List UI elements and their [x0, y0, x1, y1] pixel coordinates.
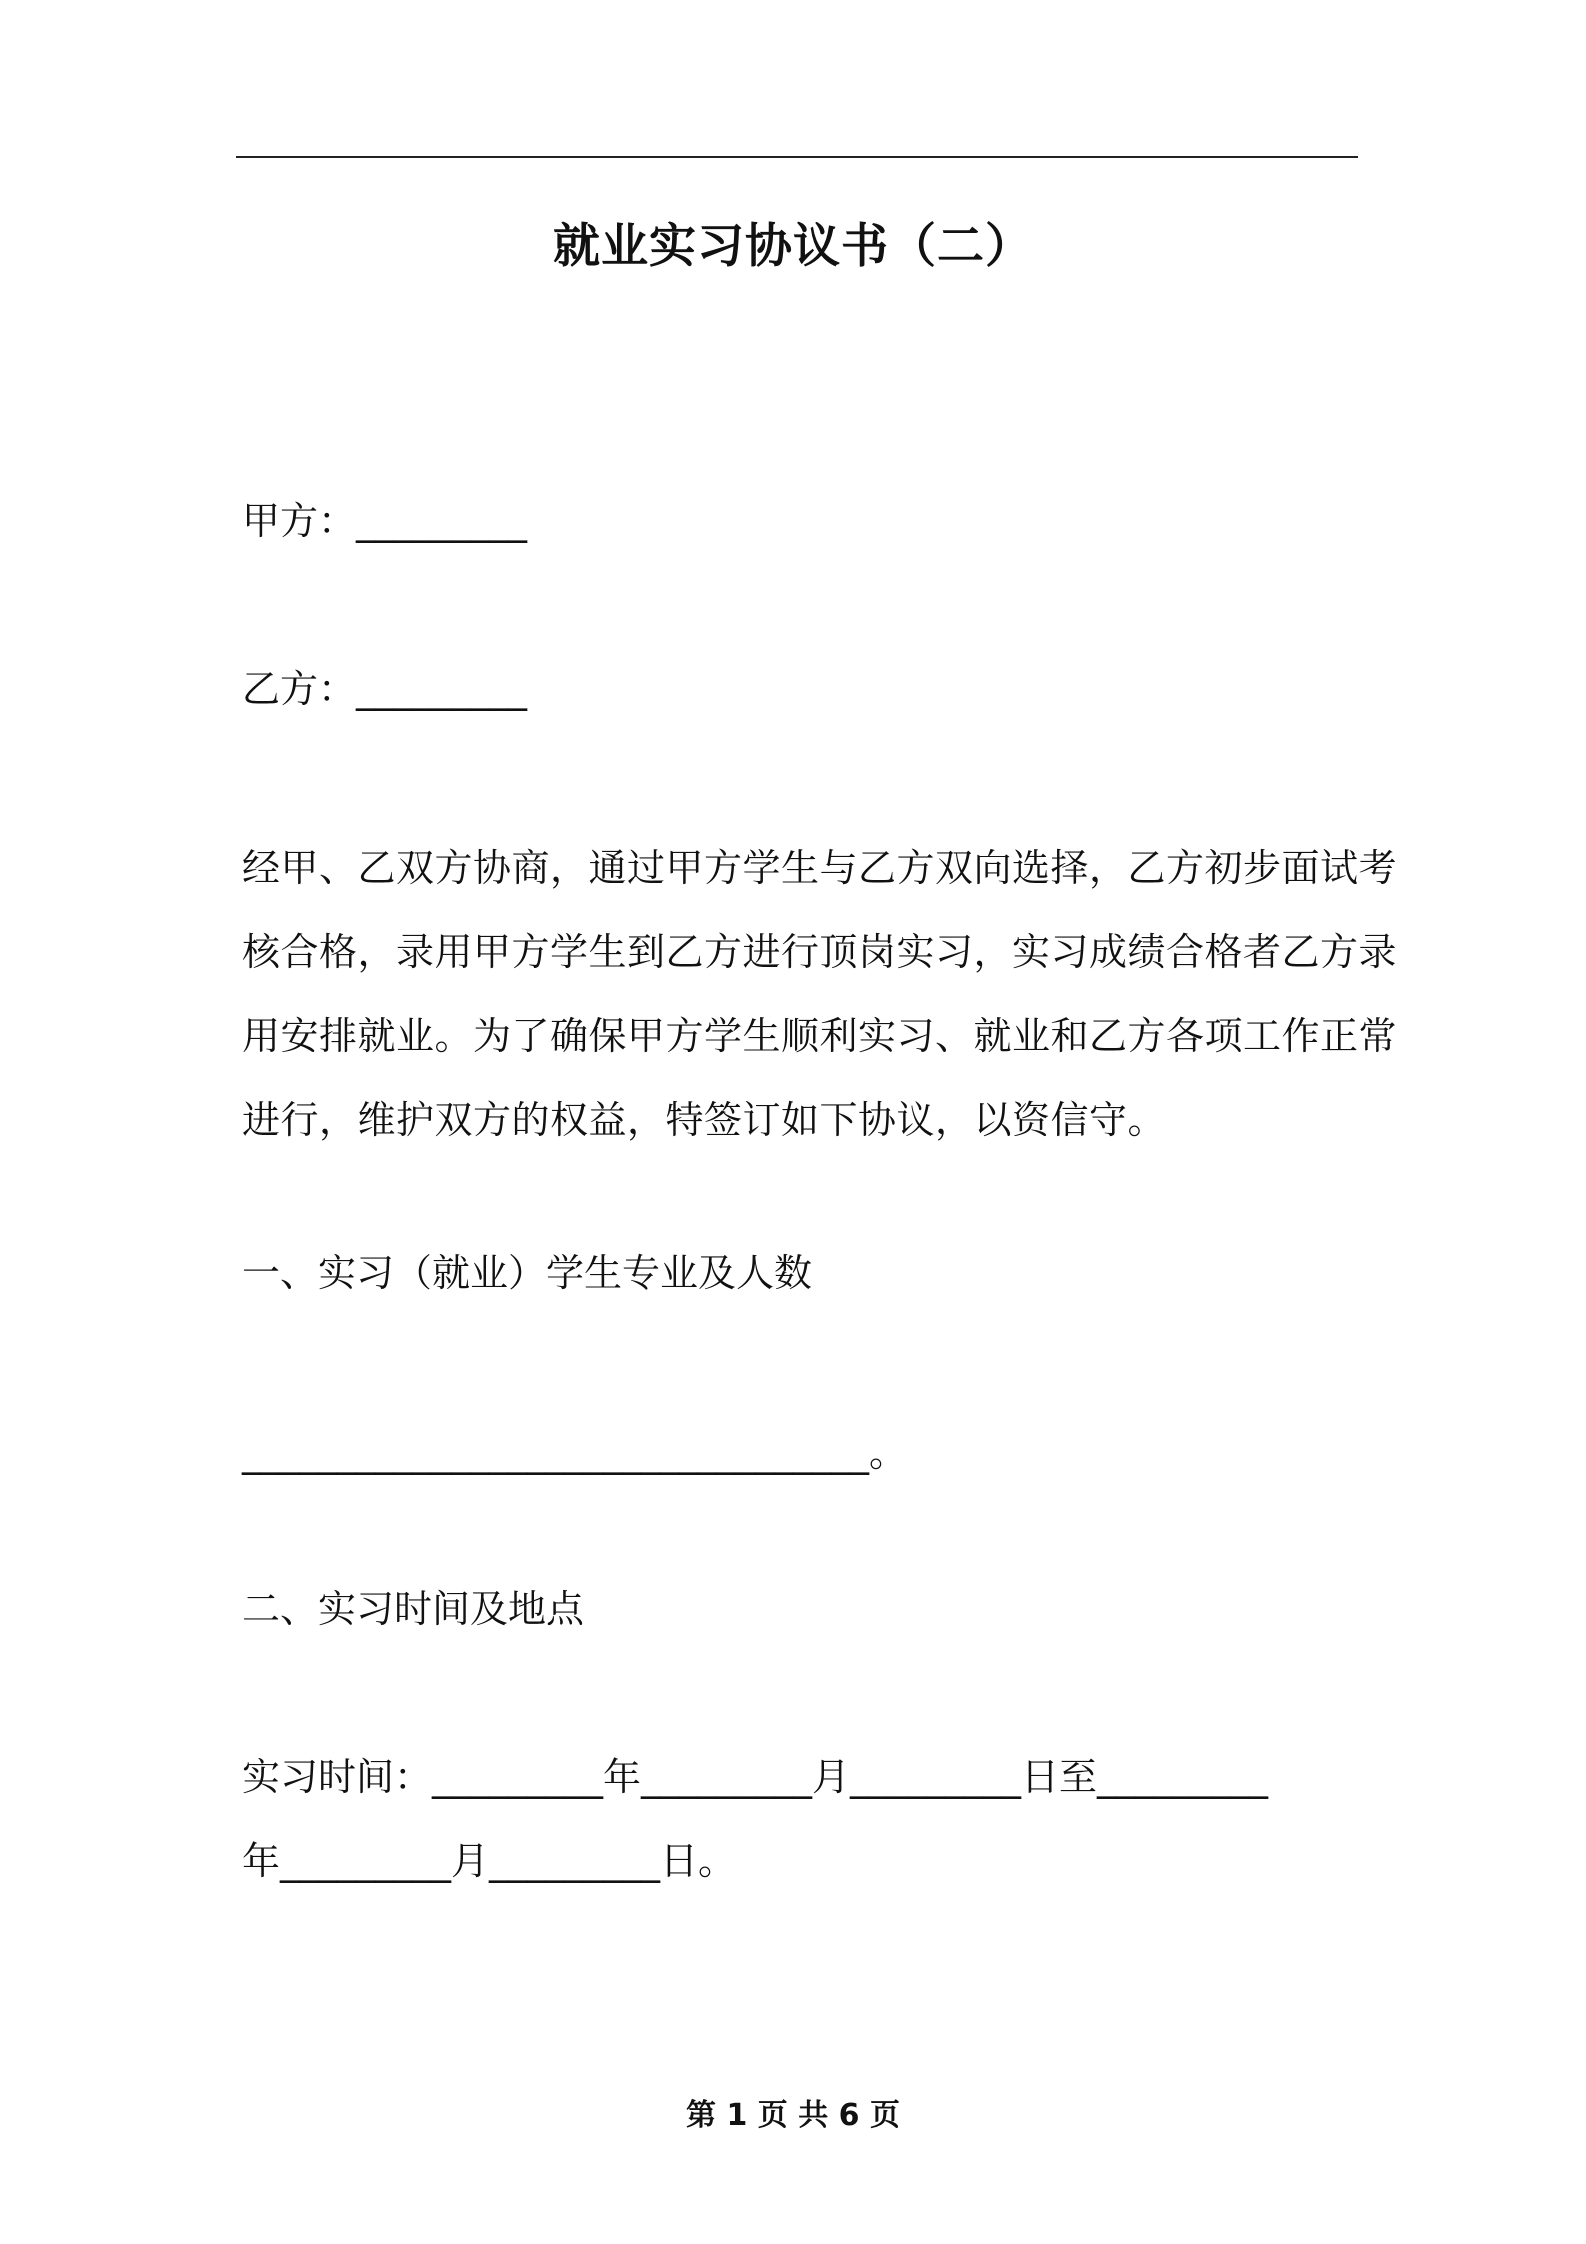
party-a-line: 甲方：_________	[242, 499, 528, 543]
intro-paragraph	[242, 826, 1398, 1162]
document-title: 就业实习协议书（二）	[553, 219, 1033, 274]
section-2-heading: 二、实习时间及地点	[242, 1587, 585, 1631]
page-indicator: 第 1 页 共 6 页	[686, 2098, 900, 2133]
section-1-heading: 一、实习（就业）学生专业及人数	[242, 1251, 813, 1295]
party-b-line: 乙方：_________	[242, 667, 528, 711]
section-1-blank: _________________________________。	[242, 1431, 908, 1475]
intro-line-2: 核合格，录用甲方学生到乙方进行顶岗实习，实习成绩合格者乙方录	[242, 930, 1398, 974]
intro-line-3: 用安排就业。为了确保甲方学生顺利实习、就业和乙方各项工作正常	[242, 1014, 1398, 1058]
internship-time-line-2: 年_________月_________日。	[242, 1839, 737, 1883]
header-rule	[236, 156, 1358, 158]
intro-line-1: 经甲、乙双方协商，通过甲方学生与乙方双向选择，乙方初步面试考	[242, 846, 1398, 890]
intro-line-4: 进行，维护双方的权益，特签订如下协议，以资信守。	[242, 1098, 1167, 1142]
internship-time-line-1: 实习时间：_________年_________月_________日至_________	[242, 1755, 1269, 1799]
